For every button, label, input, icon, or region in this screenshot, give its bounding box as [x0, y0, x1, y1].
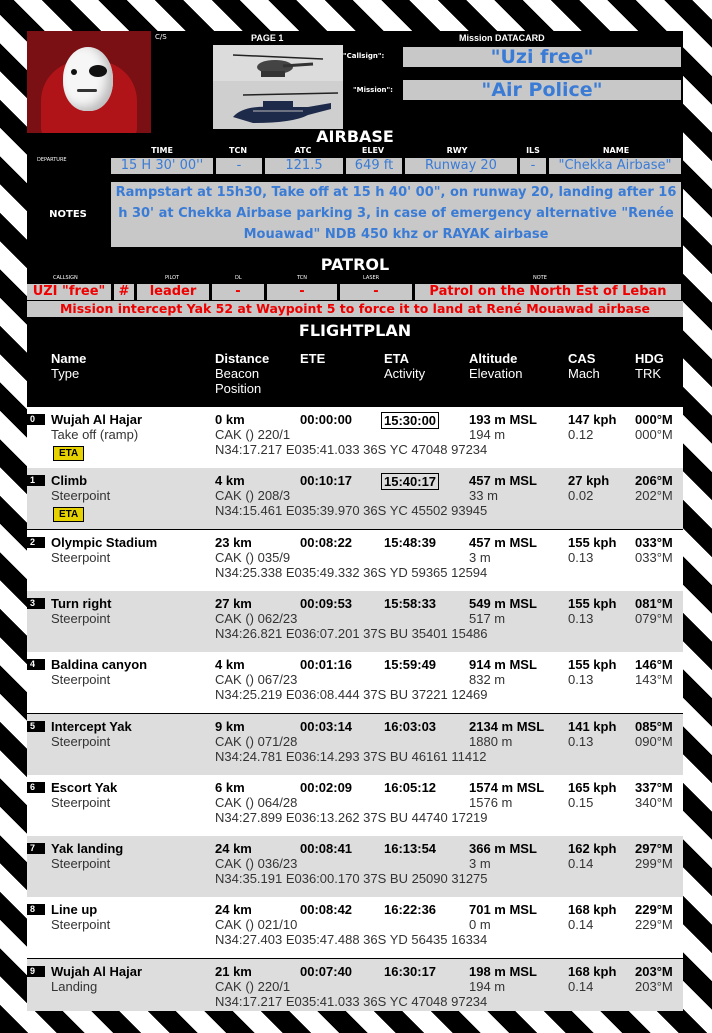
- waypoint-row: [27, 959, 683, 1011]
- waypoint-heading: 081°M: [635, 595, 673, 611]
- flightplan-title: FLIGHTPLAN: [298, 321, 412, 340]
- waypoint-track: 090°M: [635, 733, 673, 749]
- waypoint-name: Olympic Stadium: [51, 534, 158, 550]
- col-ils: ILS: [526, 146, 540, 155]
- header-ete: ETE: [300, 351, 326, 366]
- waypoint-altitude: 549 m MSL: [469, 595, 537, 611]
- waypoint-elevation: 33 m: [469, 488, 498, 504]
- waypoint-number: 0: [27, 414, 45, 425]
- patrol-title: PATROL: [320, 255, 390, 274]
- waypoint-cas: 155 kph: [568, 595, 617, 611]
- waypoint-distance: 24 km: [215, 902, 252, 918]
- airbase-ils: -: [520, 158, 546, 174]
- waypoint-number: 3: [27, 598, 45, 609]
- callsign-label: "Callsign":: [343, 52, 385, 60]
- patrol-callsign: UZI "free": [27, 284, 111, 300]
- waypoint-type: Steerpoint: [51, 610, 111, 626]
- waypoint-eta: 15:59:49: [384, 657, 437, 673]
- waypoint-cas: 168 kph: [568, 902, 617, 918]
- waypoint-altitude: 914 m MSL: [469, 657, 537, 673]
- waypoint-type: Steerpoint: [51, 672, 111, 688]
- waypoint-cas: 165 kph: [568, 779, 617, 795]
- waypoint-position: N34:17.217 E035:41.033 36S YC 47048 97234: [215, 993, 488, 1009]
- waypoint-elevation: 3 m: [469, 549, 491, 565]
- waypoint-elevation: 1880 m: [469, 733, 513, 749]
- waypoint-position: N34:27.899 E036:13.262 37S BU 44740 17219: [215, 809, 488, 825]
- waypoint-beacon: CAK () 220/1: [215, 427, 291, 442]
- waypoint-row: [27, 468, 683, 529]
- waypoint-number: 5: [27, 721, 45, 732]
- eta-badge: ETA: [53, 507, 84, 522]
- waypoint-elevation: 3 m: [469, 856, 491, 872]
- waypoint-beacon: CAK () 071/28: [215, 733, 298, 749]
- waypoint-track: 299°M: [635, 856, 673, 872]
- waypoint-heading: 033°M: [635, 534, 673, 550]
- egg-character: [63, 47, 113, 111]
- waypoint-type: Steerpoint: [51, 856, 111, 872]
- waypoint-distance: 4 km: [215, 657, 245, 673]
- airbase-title: AIRBASE: [316, 127, 394, 146]
- waypoint-row: [27, 652, 683, 713]
- waypoint-row: [27, 714, 683, 775]
- waypoint-position: N34:17.217 E035:41.033 36S YC 47048 97234: [215, 442, 488, 457]
- waypoint-eta: 15:58:33: [384, 595, 437, 611]
- waypoint-eta: 16:22:36: [384, 902, 437, 918]
- waypoint-elevation: 517 m: [469, 610, 506, 626]
- waypoint-heading: 203°M: [635, 963, 673, 979]
- waypoint-distance: 23 km: [215, 534, 252, 550]
- waypoint-heading: 085°M: [635, 718, 673, 734]
- waypoint-cas: 141 kph: [568, 718, 617, 734]
- col-name: NAME: [602, 146, 630, 155]
- waypoint-name: Escort Yak: [51, 779, 118, 795]
- col-time: TIME: [151, 146, 173, 155]
- waypoint-name: Wujah Al Hajar: [51, 412, 143, 427]
- waypoint-altitude: 366 m MSL: [469, 841, 537, 857]
- waypoint-altitude: 457 m MSL: [469, 473, 537, 489]
- waypoint-distance: 24 km: [215, 841, 252, 857]
- waypoint-cas: 155 kph: [568, 534, 617, 550]
- waypoint-number: 2: [27, 537, 45, 548]
- waypoint-number: 1: [27, 475, 45, 486]
- waypoint-type: Steerpoint: [51, 794, 111, 810]
- waypoint-name: Baldina canyon: [51, 657, 148, 673]
- col-tcn: TCN: [228, 146, 248, 155]
- waypoint-name: Yak landing: [51, 841, 124, 857]
- waypoint-number: 7: [27, 843, 45, 854]
- waypoint-altitude: 198 m MSL: [469, 963, 537, 979]
- page-number: PAGE 1: [251, 33, 284, 43]
- waypoint-track: 079°M: [635, 610, 673, 626]
- waypoint-beacon: CAK () 036/23: [215, 856, 298, 872]
- waypoint-mach: 0.13: [568, 733, 594, 749]
- waypoint-ete: 00:08:42: [300, 902, 353, 918]
- waypoint-heading: 206°M: [635, 473, 673, 489]
- waypoint-eta: 15:48:39: [384, 534, 437, 550]
- waypoint-beacon: CAK () 062/23: [215, 610, 298, 626]
- notes-text: Rampstart at 15h30, Take off at 15 h 40' 00", on runway 20, landing after 16 h 30' at Chekka Airbase parking 3, in case of emergency alternative "Renée Mouawad" NDB 450 khz or RAYAK airbase: [111, 182, 681, 247]
- waypoint-mach: 0.14: [568, 856, 594, 872]
- waypoint-position: N34:25.219 E036:08.444 37S BU 37221 12469: [215, 687, 488, 703]
- waypoint-ete: 00:02:09: [300, 779, 353, 795]
- eye-graphic: [71, 69, 77, 75]
- header-eta: ETA Activity: [384, 351, 426, 381]
- waypoint-type: Steerpoint: [51, 549, 111, 565]
- airbase-elev: 649 ft: [346, 158, 402, 174]
- intercept-note: Mission intercept Yak 52 at Waypoint 5 to force it to land at René Mouawad airbase: [27, 301, 683, 317]
- waypoint-name: Turn right: [51, 595, 112, 611]
- waypoint-mach: 0.02: [568, 488, 594, 504]
- waypoint-eta: 15:30:00: [381, 412, 439, 429]
- patrol-dl: -: [212, 284, 264, 300]
- waypoint-track: 202°M: [635, 488, 673, 504]
- patrol-pilot-number: #: [114, 284, 134, 300]
- waypoint-mach: 0.14: [568, 978, 594, 994]
- waypoint-name: Wujah Al Hajar: [51, 963, 143, 979]
- waypoint-mach: 0.12: [568, 427, 594, 442]
- mouth-graphic: [77, 89, 97, 92]
- waypoint-altitude: 457 m MSL: [469, 534, 537, 550]
- waypoint-ete: 00:03:14: [300, 718, 353, 734]
- waypoint-cas: 162 kph: [568, 841, 617, 857]
- waypoint-heading: 297°M: [635, 841, 673, 857]
- airbase-atc: 121.5: [265, 158, 343, 174]
- col-tcn: TCN: [297, 275, 307, 281]
- col-atc: ATC: [294, 146, 312, 155]
- waypoint-distance: 6 km: [215, 779, 245, 795]
- waypoint-altitude: 1574 m MSL: [469, 779, 545, 795]
- waypoint-eta: 16:13:54: [384, 841, 437, 857]
- header-hdg: HDG TRK: [635, 351, 664, 381]
- waypoint-position: N34:15.461 E035:39.970 36S YC 45502 93945: [215, 503, 488, 519]
- waypoint-type: Steerpoint: [51, 733, 111, 749]
- helicopter-image: [213, 45, 343, 129]
- notes-label: NOTES: [49, 209, 87, 220]
- waypoint-number: 9: [27, 966, 45, 977]
- waypoint-beacon: CAK () 220/1: [215, 978, 291, 994]
- waypoint-beacon: CAK () 064/28: [215, 794, 298, 810]
- waypoint-row: [27, 407, 683, 468]
- col-note: NOTE: [533, 275, 547, 281]
- waypoint-track: 340°M: [635, 794, 673, 810]
- col-callsign: CALLSIGN: [53, 275, 78, 281]
- waypoint-heading: 000°M: [635, 412, 673, 427]
- waypoint-beacon: CAK () 035/9: [215, 549, 291, 565]
- waypoint-distance: 4 km: [215, 473, 245, 489]
- waypoint-row: [27, 775, 683, 836]
- waypoint-position: N34:35.191 E036:00.170 37S BU 25090 31275: [215, 871, 488, 887]
- waypoint-heading: 229°M: [635, 902, 673, 918]
- waypoint-distance: 9 km: [215, 718, 245, 734]
- waypoint-cas: 147 kph: [568, 412, 617, 427]
- waypoint-ete: 00:10:17: [300, 473, 353, 489]
- waypoint-track: 203°M: [635, 978, 673, 994]
- waypoint-cas: 168 kph: [568, 963, 617, 979]
- waypoint-ete: 00:09:53: [300, 595, 353, 611]
- mission-datacard: [27, 31, 683, 1011]
- col-laser: LASER: [363, 275, 380, 281]
- header-name: Name Type: [51, 351, 87, 381]
- header-cas: CAS Mach: [568, 351, 600, 381]
- waypoint-track: 033°M: [635, 549, 673, 565]
- waypoint-row: [27, 530, 683, 591]
- waypoint-ete: 00:07:40: [300, 963, 353, 979]
- waypoint-distance: 0 km: [215, 412, 245, 427]
- waypoint-track: 000°M: [635, 427, 673, 442]
- waypoint-name: Line up: [51, 902, 98, 918]
- waypoint-mach: 0.13: [568, 549, 594, 565]
- waypoint-number: 8: [27, 904, 45, 915]
- waypoint-cas: 155 kph: [568, 657, 617, 673]
- header-distance: Distance Beacon Position: [215, 351, 270, 396]
- patrol-tcn: -: [267, 284, 337, 300]
- waypoint-altitude: 193 m MSL: [469, 412, 537, 427]
- departure-label: DEPARTURE: [37, 157, 67, 163]
- waypoint-ete: 00:01:16: [300, 657, 353, 673]
- col-pilot: PILOT: [165, 275, 180, 281]
- waypoint-mach: 0.14: [568, 917, 594, 933]
- waypoint-beacon: CAK () 067/23: [215, 672, 298, 688]
- waypoint-row: [27, 897, 683, 958]
- waypoint-number: 6: [27, 782, 45, 793]
- patrol-note: Patrol on the North Est of Leban: [415, 284, 681, 300]
- callsign-value: "Uzi free": [403, 47, 681, 67]
- eta-badge: ETA: [53, 446, 84, 461]
- col-rwy: RWY: [446, 146, 468, 155]
- waypoint-mach: 0.13: [568, 672, 594, 688]
- mission-value: "Air Police": [403, 80, 681, 100]
- col-dl: DL: [235, 275, 242, 281]
- waypoint-position: N34:26.821 E036:07.201 37S BU 35401 15486: [215, 625, 488, 641]
- waypoint-elevation: 832 m: [469, 672, 506, 688]
- waypoint-type: Landing: [51, 978, 98, 994]
- mission-label: "Mission":: [353, 86, 393, 94]
- card-title: Mission DATACARD: [459, 33, 545, 43]
- airbase-rwy: Runway 20: [405, 158, 517, 174]
- waypoint-track: 143°M: [635, 672, 673, 688]
- waypoint-beacon: CAK () 208/3: [215, 488, 291, 504]
- header-altitude: Altitude Elevation: [469, 351, 523, 381]
- waypoint-beacon: CAK () 021/10: [215, 917, 298, 933]
- airbase-name: "Chekka Airbase": [549, 158, 681, 174]
- eyepatch-graphic: [89, 65, 107, 77]
- waypoint-eta: 16:03:03: [384, 718, 437, 734]
- waypoint-name: Intercept Yak: [51, 718, 132, 734]
- waypoint-number: 4: [27, 659, 45, 670]
- waypoint-name: Climb: [51, 473, 88, 489]
- waypoint-row: [27, 836, 683, 897]
- waypoint-row: [27, 591, 683, 652]
- waypoint-track: 229°M: [635, 917, 673, 933]
- waypoint-type: Steerpoint: [51, 488, 111, 504]
- avatar: [27, 31, 151, 133]
- waypoint-eta: 16:30:17: [384, 963, 437, 979]
- waypoint-mach: 0.15: [568, 794, 594, 810]
- waypoint-ete: 00:00:00: [300, 412, 353, 427]
- waypoint-elevation: 194 m: [469, 427, 506, 442]
- waypoint-mach: 0.13: [568, 610, 594, 626]
- waypoint-type: Steerpoint: [51, 917, 111, 933]
- waypoint-eta: 16:05:12: [384, 779, 437, 795]
- waypoint-altitude: 701 m MSL: [469, 902, 537, 918]
- waypoint-heading: 337°M: [635, 779, 673, 795]
- waypoint-position: N34:24.781 E036:14.293 37S BU 46161 11412: [215, 748, 487, 764]
- waypoint-elevation: 1576 m: [469, 794, 513, 810]
- waypoint-elevation: 194 m: [469, 978, 506, 994]
- waypoint-distance: 27 km: [215, 595, 252, 611]
- cs-label: C/S: [155, 33, 167, 41]
- waypoint-ete: 00:08:22: [300, 534, 353, 550]
- waypoint-ete: 00:08:41: [300, 841, 353, 857]
- patrol-pilot: leader: [137, 284, 209, 300]
- waypoint-type: Take off (ramp): [51, 427, 139, 442]
- waypoint-eta: 15:40:17: [381, 473, 439, 490]
- waypoint-altitude: 2134 m MSL: [469, 718, 545, 734]
- airbase-tcn: -: [216, 158, 262, 174]
- col-elev: ELEV: [361, 146, 385, 155]
- waypoint-cas: 27 kph: [568, 473, 610, 489]
- waypoint-elevation: 0 m: [469, 917, 491, 933]
- waypoint-heading: 146°M: [635, 657, 673, 673]
- waypoint-position: N34:25.338 E035:49.332 36S YD 59365 12594: [215, 564, 488, 580]
- patrol-laser: -: [340, 284, 412, 300]
- airbase-time: 15 H 30' 00'': [111, 158, 213, 174]
- waypoint-distance: 21 km: [215, 963, 252, 979]
- waypoint-position: N34:27.403 E035:47.488 36S YD 56435 16334: [215, 932, 488, 948]
